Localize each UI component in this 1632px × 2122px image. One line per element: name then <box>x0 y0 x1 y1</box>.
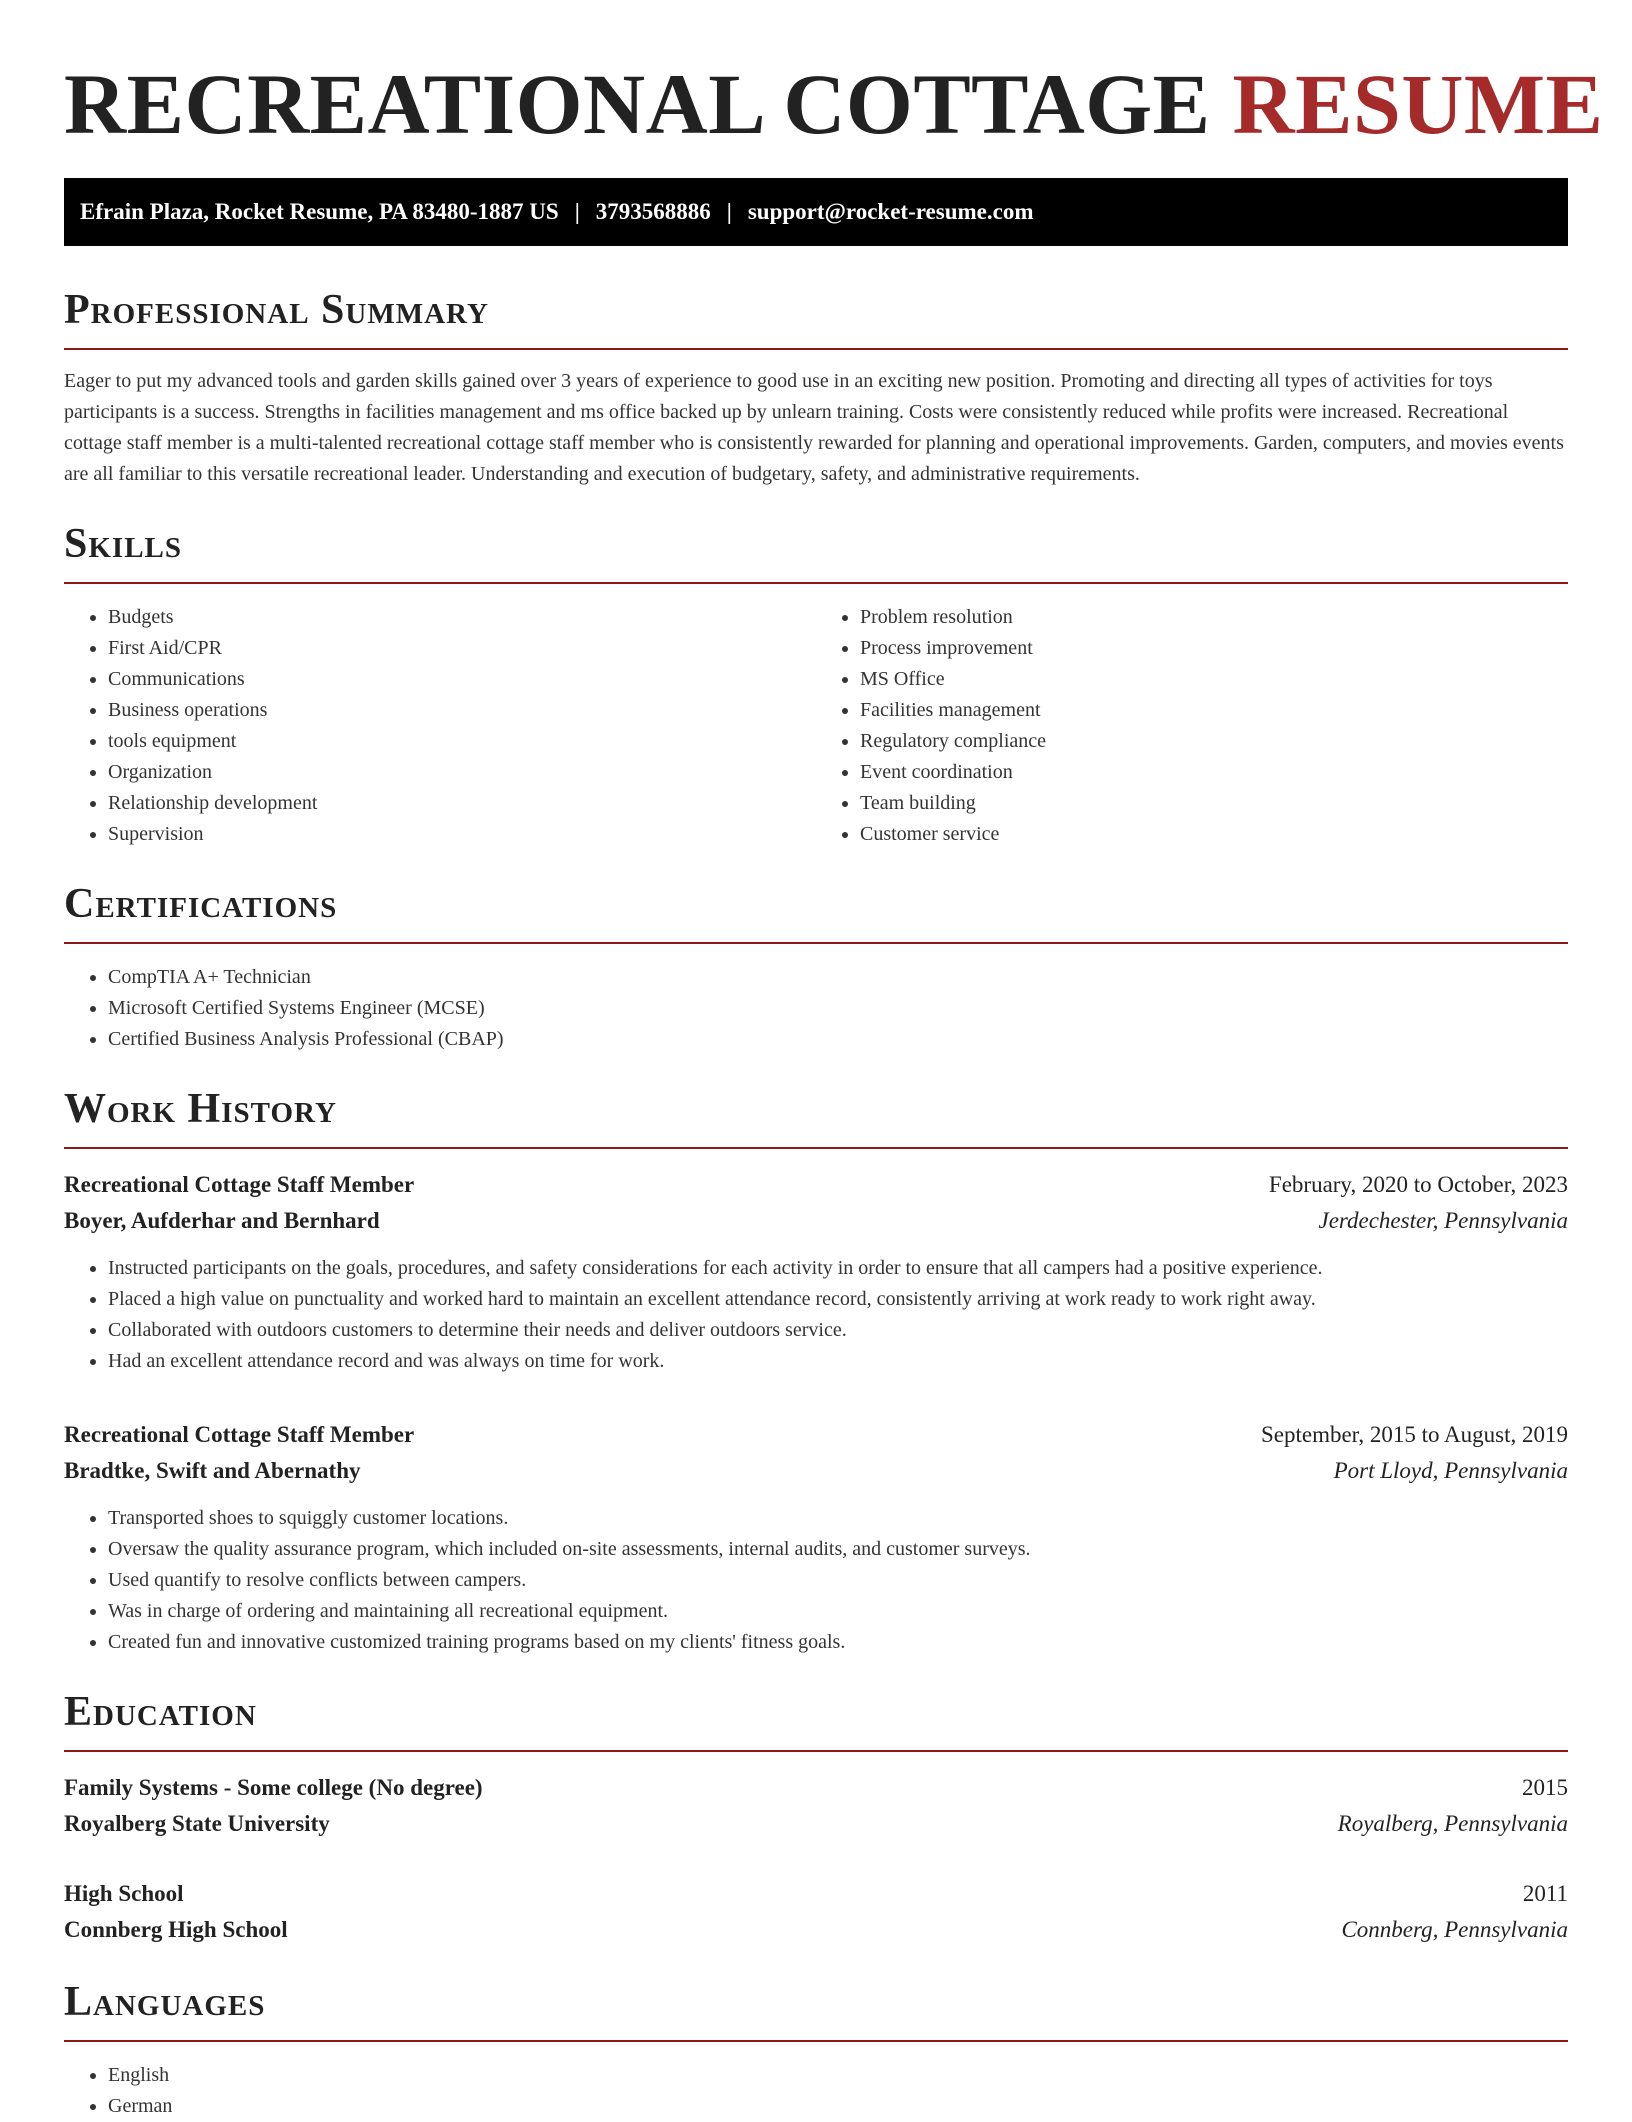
languages-list <box>64 2060 1568 2122</box>
education-school-row <box>64 1912 1568 1948</box>
education-school: Connberg High School <box>64 1917 288 1942</box>
work-history-heading: Work History <box>64 1085 1568 1149</box>
languages-section <box>64 1978 1568 2122</box>
job-location: Port Lloyd, Pennsylvania <box>1333 1458 1568 1483</box>
education-year: 2015 <box>1522 1775 1568 1800</box>
skills-section <box>64 520 1568 850</box>
job-title-row <box>64 1167 1568 1203</box>
contact-address: Efrain Plaza, Rocket Resume, PA 83480-1887 US <box>80 199 559 224</box>
contact-separator: | <box>574 199 580 224</box>
job-location: Jerdechester, Pennsylvania <box>1318 1208 1568 1233</box>
job-bullet: • Oversaw the quality assurance program, which included on-site assessments, internal audits, and customer surveys. <box>108 1534 1568 1565</box>
job-entry <box>64 1167 1568 1377</box>
education-school-row <box>64 1806 1568 1842</box>
skill-item: • Regulatory compliance <box>860 726 1568 757</box>
certification-item: • Certified Business Analysis Professional (CBAP) <box>108 1024 1568 1055</box>
job-title: Recreational Cottage Staff Member <box>64 1422 415 1447</box>
education-section <box>64 1688 1568 1948</box>
job-dates: February, 2020 to October, 2023 <box>1268 1172 1568 1197</box>
skill-item: • MS Office <box>860 664 1568 695</box>
skill-item: • Organization <box>108 757 816 788</box>
education-degree-row <box>64 1876 1568 1912</box>
job-bullets <box>64 1253 1568 1377</box>
job-company-row <box>64 1453 1568 1489</box>
skill-item: • tools equipment <box>108 726 816 757</box>
summary-heading: Professional Summary <box>64 286 1568 350</box>
skill-item: • Customer service <box>860 819 1568 850</box>
skills-columns <box>64 584 1568 850</box>
skill-item: • Relationship development <box>108 788 816 819</box>
skill-item: • First Aid/CPR <box>108 633 816 664</box>
certifications-section <box>64 880 1568 1055</box>
job-bullet: • Used quantify to resolve conflicts between campers. <box>108 1565 1568 1596</box>
education-heading: Education <box>64 1688 1568 1752</box>
skill-item: • Supervision <box>108 819 816 850</box>
job-title-row <box>64 1417 1568 1453</box>
contact-email: support@rocket-resume.com <box>747 199 1034 224</box>
skill-item: • Process improvement <box>860 633 1568 664</box>
job-company-row <box>64 1203 1568 1239</box>
job-bullets <box>64 1503 1568 1658</box>
language-item: • German <box>108 2091 1568 2122</box>
job-bullet: • Transported shoes to squiggly customer locations. <box>108 1503 1568 1534</box>
education-location: Royalberg, Pennsylvania <box>1337 1811 1568 1836</box>
work-history-section <box>64 1085 1568 1658</box>
skill-item: • Communications <box>108 664 816 695</box>
education-location: Connberg, Pennsylvania <box>1341 1917 1568 1942</box>
education-entry <box>64 1876 1568 1948</box>
skill-item: • Problem resolution <box>860 602 1568 633</box>
certification-item: • CompTIA A+ Technician <box>108 962 1568 993</box>
job-company: Bradtke, Swift and Abernathy <box>64 1458 361 1483</box>
education-degree: Family Systems - Some college (No degree) <box>64 1775 483 1800</box>
title-accent: RESUME <box>1232 56 1604 152</box>
skill-item: • Team building <box>860 788 1568 819</box>
skill-item: • Business operations <box>108 695 816 726</box>
skills-list-left <box>64 602 816 850</box>
job-bullet: • Had an excellent attendance record and was always on time for work. <box>108 1346 1568 1377</box>
job-dates: September, 2015 to August, 2019 <box>1260 1422 1568 1447</box>
contact-separator: | <box>726 199 732 224</box>
certifications-list <box>64 962 1568 1055</box>
title-main: RECREATIONAL COTTAGE <box>64 56 1211 152</box>
skill-item: • Event coordination <box>860 757 1568 788</box>
summary-text: Eager to put my advanced tools and garden skills gained over 3 years of experience to good use in an exciting new position. Promoting and directing all types of activities for toys participants is a success. Strengths in facilities management and ms office backed up by unlearn training. Costs were consistently reduced while profits were increased. Recreational cottage staff member is a multi-talented recreational cottage staff member who is consistently rewarded for planning and operational improvements. Garden, computers, and movies events are all familiar to this versatile recreational leader. Understanding and execution of budgetary, safety, and administrative requirements. <box>64 370 1564 485</box>
languages-heading: Languages <box>64 1978 1568 2042</box>
education-degree: High School <box>64 1881 184 1906</box>
job-title: Recreational Cottage Staff Member <box>64 1172 415 1197</box>
job-bullet: • Collaborated with outdoors customers to determine their needs and deliver outdoors service. <box>108 1315 1568 1346</box>
skills-list-right <box>816 602 1568 850</box>
job-entry <box>64 1417 1568 1658</box>
job-bullet: • Created fun and innovative customized training programs based on my clients' fitness goals. <box>108 1627 1568 1658</box>
certification-item: • Microsoft Certified Systems Engineer (MCSE) <box>108 993 1568 1024</box>
skills-heading: Skills <box>64 520 1568 584</box>
skill-item: • Budgets <box>108 602 816 633</box>
resume-title <box>64 0 1604 152</box>
certifications-heading: Certifications <box>64 880 1568 944</box>
education-degree-row <box>64 1770 1568 1806</box>
job-company: Boyer, Aufderhar and Bernhard <box>64 1208 380 1233</box>
job-bullet: • Was in charge of ordering and maintaining all recreational equipment. <box>108 1596 1568 1627</box>
skill-item: • Facilities management <box>860 695 1568 726</box>
job-bullet: • Instructed participants on the goals, procedures, and safety considerations for each activity in order to ensure that all campers had a positive experience. <box>108 1253 1568 1284</box>
job-bullet: • Placed a high value on punctuality and worked hard to maintain an excellent attendance record, consistently arriving at work ready to work right away. <box>108 1284 1568 1315</box>
contact-bar <box>64 178 1568 246</box>
summary-section <box>64 286 1568 490</box>
education-school: Royalberg State University <box>64 1811 330 1836</box>
language-item: • English <box>108 2060 1568 2091</box>
education-year: 2011 <box>1522 1881 1568 1906</box>
contact-phone: 3793568886 <box>595 199 711 224</box>
education-entry <box>64 1770 1568 1842</box>
